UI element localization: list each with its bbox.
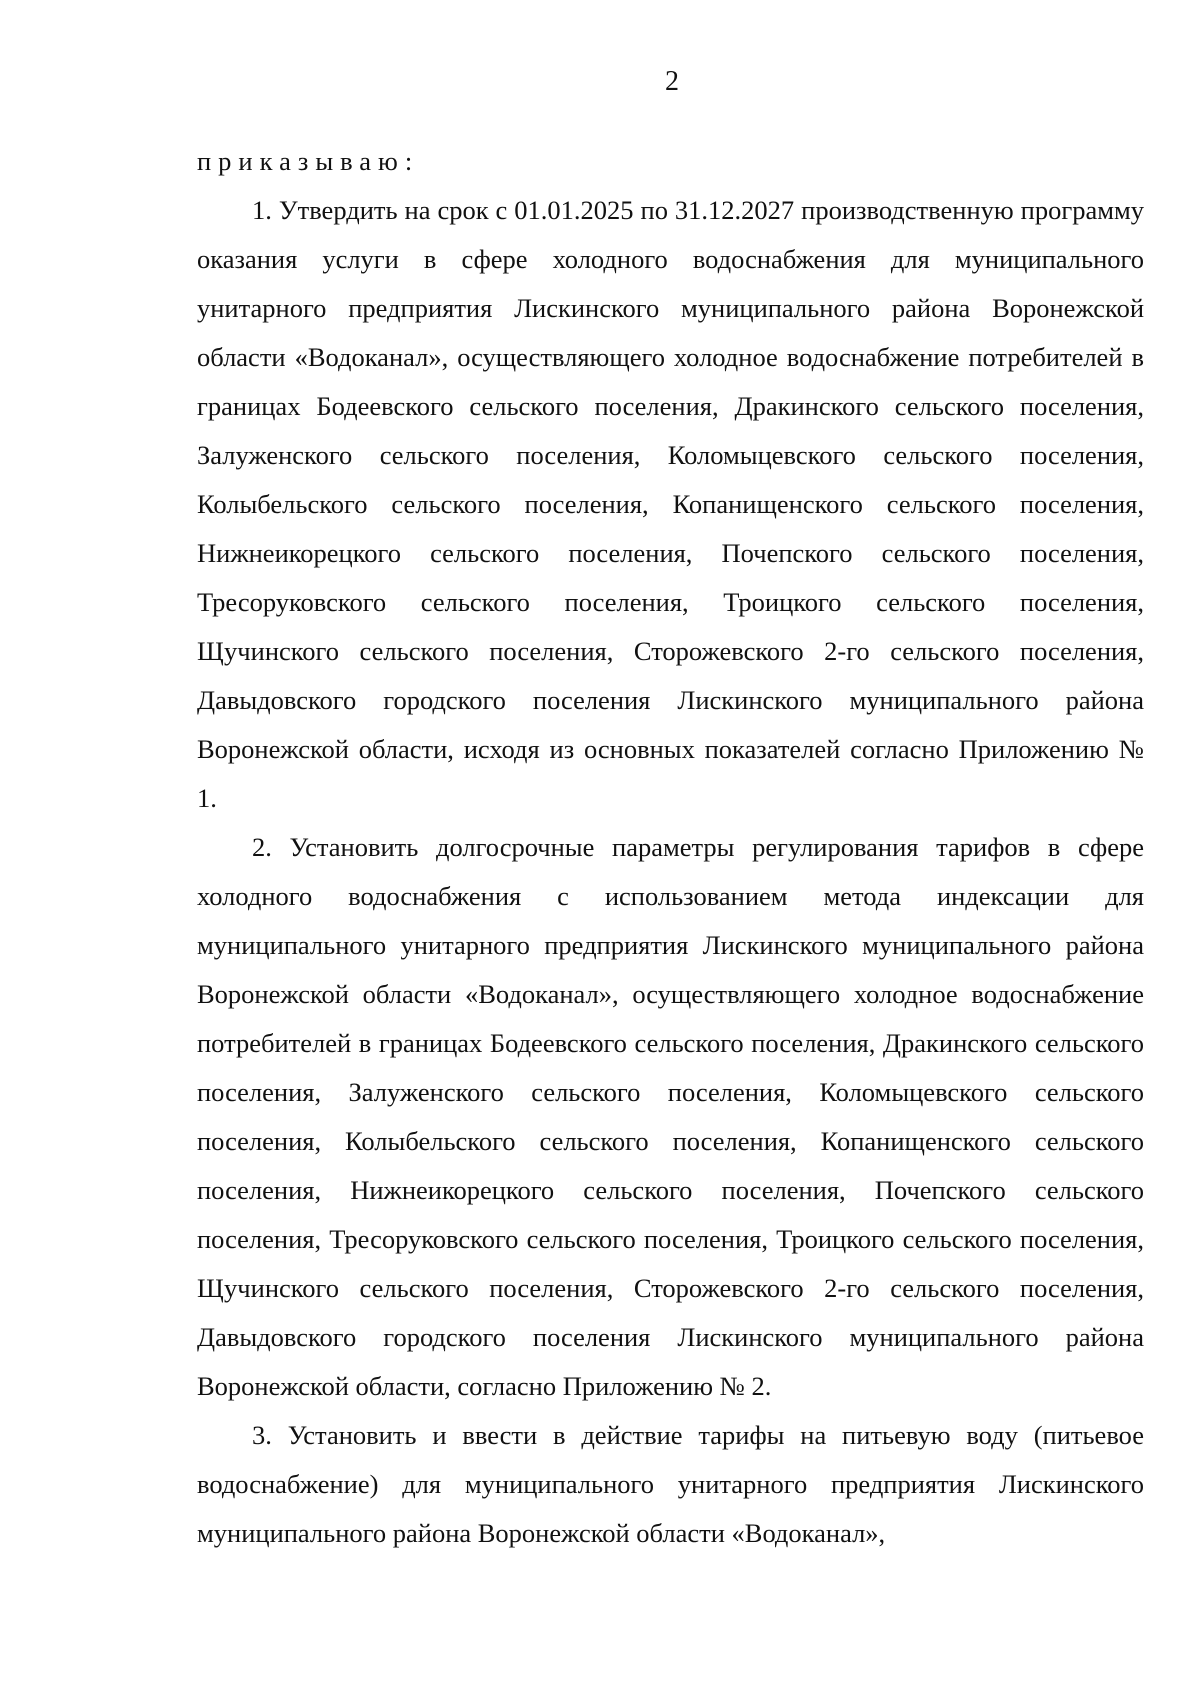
paragraph-3: 3. Установить и ввести в действие тарифы на питьевую воду (питьевое водоснабжение) для муниципального унитарного предприятия Лискинского муниципального района Воронежской области «Водоканал», [197,1420,1144,1548]
decree-word: приказываю: [197,146,420,176]
page-number: 2 [665,66,679,97]
paragraph-2: 2. Установить долгосрочные параметры регулирования тарифов в сфере холодного водоснабжения с использованием метода индексации для муниципального унитарного предприятия Лискинского муниципального района Воронежской области «Водоканал», осуществляющего холодное водоснабжение потребителей в границах Бодеевского сельского поселения, Дракинского сельского поселения, Залуженского сельского поселения, Коломыцевского сельского поселения, Колыбельского сельского поселения, Копанищенского сельского поселения, Нижнеикорецкого сельского поселения, Почепского сельского поселения, Тресоруковского сельского поселения, Троицкого сельского поселения, Щучинского сельского поселения, Сторожевского 2-го сельского поселения, Давыдовского городского поселения Лискинского муниципального района Воронежской области, согласно Приложению № 2. [197,832,1144,1401]
document-body [197,137,1144,1558]
paragraph-1: 1. Утвердить на срок с 01.01.2025 по 31.12.2027 производственную программу оказания услуги в сфере холодного водоснабжения для муниципального унитарного предприятия Лискинского муниципального района Воронежской области «Водоканал», осуществляющего холодное водоснабжение потребителей в границах Бодеевского сельского поселения, Дракинского сельского поселения, Залуженского сельского поселения, Коломыцевского сельского поселения, Колыбельского сельского поселения, Копанищенского сельского поселения, Нижнеикорецкого сельского поселения, Почепского сельского поселения, Тресоруковского сельского поселения, Троицкого сельского поселения, Щучинского сельского поселения, Сторожевского 2-го сельского поселения, Давыдовского городского поселения Лискинского муниципального района Воронежской области, исходя из основных показателей согласно Приложению № 1. [197,195,1144,813]
